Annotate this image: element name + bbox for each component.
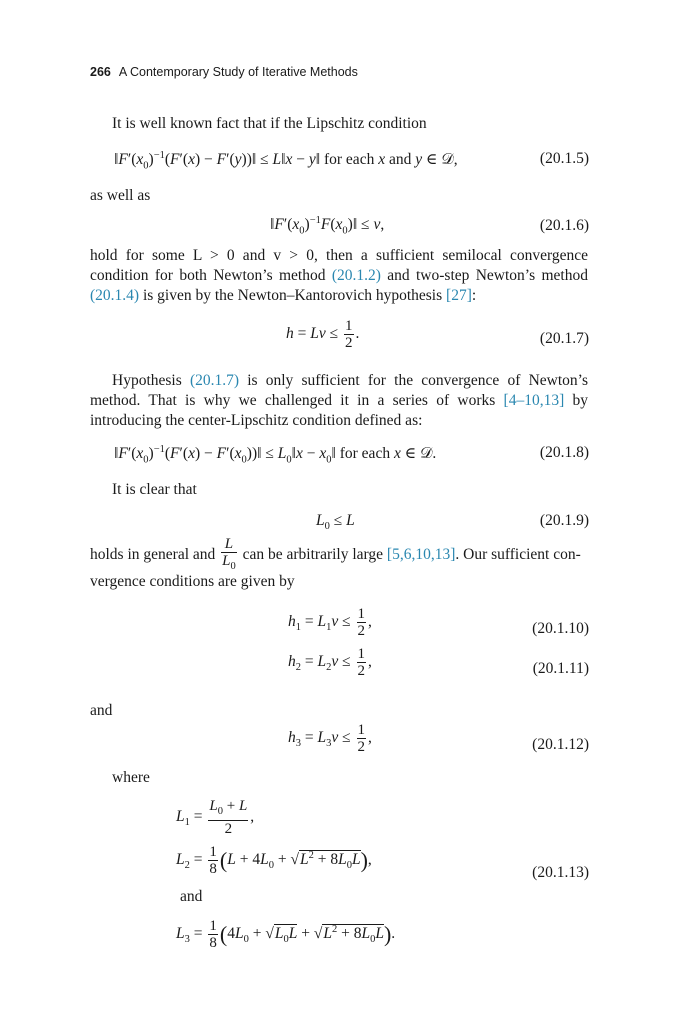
ref-20-1-2[interactable]: (20.1.2) — [331, 267, 381, 284]
fraction-L-over-L0: $\frac{L}{L_0}$ — [221, 536, 237, 575]
fraction-one-half: $\frac{1}{2}$ — [357, 606, 366, 639]
equation-20-1-6: $‖F'(x_0)^{-1}F(x_0)‖ \le v$, — [270, 215, 385, 237]
equation-number-20-1-8: (20.1.8) — [539, 444, 589, 461]
equation-L2: $L_2$ = $\frac{1}{8}$ $(L + 4L_0 + √L^2 + 8L_0L)$, — [176, 844, 372, 877]
equation-20-1-12: $h_3 = L_3v$ ≤ $\frac{1}{2}$ , — [288, 722, 372, 755]
ref-20-1-4[interactable]: (20.1.4) — [90, 287, 140, 304]
equation-20-1-8: $‖F'(x_0)^{-1}(F'(x)$ − $F'(x_0))‖$ ≤ $L_0‖x$ − $x_0‖$ for each x ∈ 𝒟. — [114, 444, 437, 466]
fraction-L0-plus-L-over-2: $\frac{L_0 + L}{2}$ — [209, 798, 248, 837]
ref-5-6-10-13[interactable]: [5,6,10,13] — [386, 546, 456, 564]
equation-number-20-1-11: (20.1.11) — [532, 660, 589, 677]
paragraph-hypothesis — [90, 371, 588, 431]
fraction-one-half: $\frac{1}{2}$ — [357, 722, 366, 755]
equation-number-20-1-5: (20.1.5) — [539, 150, 589, 167]
equation-inner-and: and — [180, 888, 203, 905]
equation-L3: $L_3$ = $\frac{1}{8}$ $(4L_0 + √L_0L + √L^2 + 8L_0L)$. — [176, 918, 396, 951]
ref-27[interactable]: [27] — [446, 287, 472, 304]
equation-20-1-11: $h_2 = L_2v$ ≤ $\frac{1}{2}$ , — [288, 646, 372, 679]
equation-number-20-1-6: (20.1.6) — [539, 217, 589, 234]
p2-text-a: hold for some L > 0 and v > 0, then a sufficient semilocal convergence condition for both Newton’s method — [90, 247, 588, 284]
p5-text-b: can be arbitrarily large — [242, 546, 387, 564]
equation-20-1-7: h = Lv ≤ $\frac{1}{2}$ . — [286, 318, 360, 351]
fraction-one-eighth: $\frac{1}{8}$ — [209, 918, 217, 951]
paragraph-vergence-conditions: vergence conditions are given by — [90, 573, 295, 590]
eq-text-and: and — [388, 151, 412, 169]
paragraph-lipschitz-intro: It is well known fact that if the Lipschitz condition — [112, 115, 427, 132]
paragraph-as-well-as: as well as — [90, 187, 151, 204]
equation-number-20-1-13: (20.1.13) — [532, 864, 589, 881]
running-header — [90, 65, 358, 79]
p2-text-d: : — [471, 287, 477, 304]
fraction-one-eighth: $\frac{1}{8}$ — [209, 844, 217, 877]
p3-text-a: Hypothesis — [112, 372, 190, 389]
ref-4-10-13[interactable]: [4–10,13] — [503, 392, 565, 409]
paragraph-newton-kantorovich — [90, 246, 588, 306]
ref-20-1-7[interactable]: (20.1.7) — [189, 372, 240, 389]
eq-text-for-each: for each — [339, 445, 391, 463]
equation-number-20-1-7: (20.1.7) — [539, 330, 589, 347]
p3-text-c: by introducing the center-Lipschitz condition defined as: — [90, 392, 588, 429]
equation-20-1-10: $h_1 = L_1v$ ≤ $\frac{1}{2}$ , — [288, 606, 372, 639]
paragraph-and: and — [90, 702, 113, 719]
running-title: A Contemporary Study of Iterative Methods — [118, 65, 358, 79]
p2-text-c: is given by the Newton–Kantorovich hypothesis — [139, 287, 447, 304]
equation-number-20-1-10: (20.1.10) — [532, 620, 589, 637]
fraction-one-half: $\frac{1}{2}$ — [345, 318, 353, 351]
eq-text-for-each: for each — [323, 151, 375, 169]
paragraph-holds-in-general — [90, 536, 581, 575]
equation-20-1-9: $L_0 \le L$ — [316, 512, 355, 533]
fraction-one-half: $\frac{1}{2}$ — [357, 646, 366, 679]
equation-number-20-1-9: (20.1.9) — [539, 512, 589, 529]
p2-text-b: and two-step Newton’s method — [380, 267, 588, 284]
equation-20-1-5: $‖F'(x_0)^{-1}(F'(x)$ − F′(y))‖ ≤ L‖x − y‖ for each x and y ∈ 𝒟, — [114, 150, 458, 172]
equation-L1: $L_1$ = $\frac{L_0 + L}{2}$ , — [176, 798, 255, 837]
equation-number-20-1-12: (20.1.12) — [532, 736, 589, 753]
p5-text-a: holds in general and — [90, 546, 216, 564]
p3-text-b: is only sufficient for the convergence of Newton’s method. That is why we challenged it in a series of works — [90, 372, 588, 409]
paragraph-clear-that: It is clear that — [112, 481, 197, 498]
p5-text-c: . Our sufficient con- — [455, 546, 581, 564]
paragraph-where: where — [112, 769, 150, 786]
page-number: 266 — [90, 65, 111, 79]
